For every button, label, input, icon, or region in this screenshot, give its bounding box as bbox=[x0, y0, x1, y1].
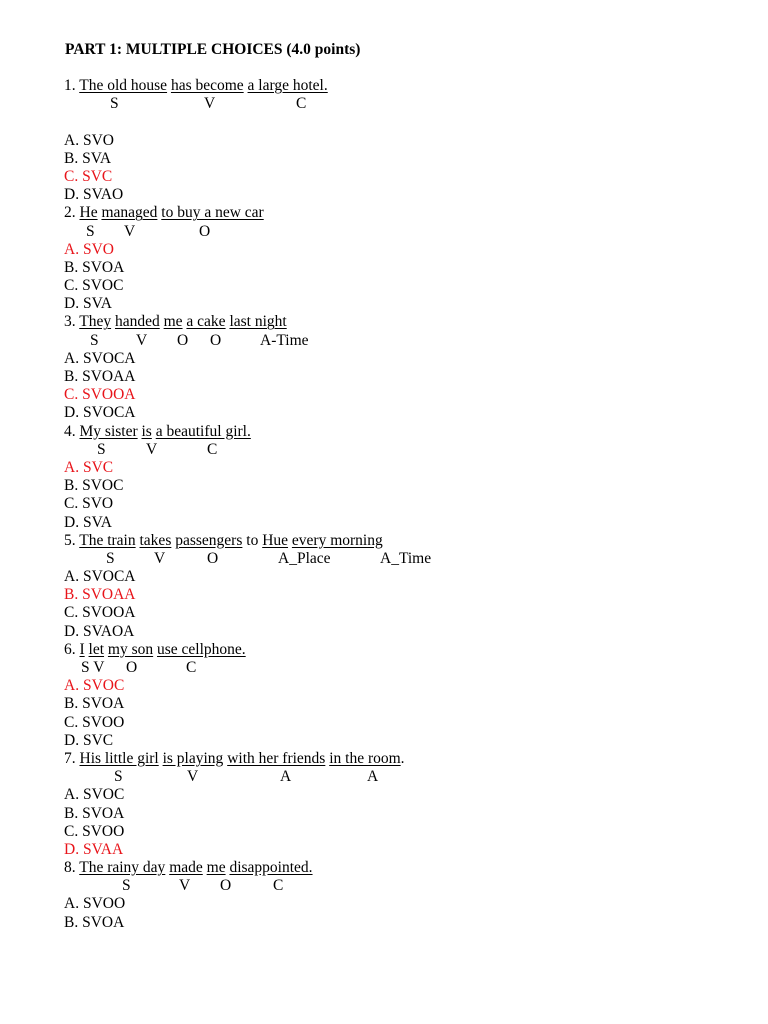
answer-option: D. SVAO bbox=[64, 186, 124, 204]
constituent-label: S bbox=[114, 768, 123, 786]
constituent-label: V bbox=[154, 549, 166, 567]
constituent-label: V bbox=[146, 440, 158, 458]
answer-option: A. SVOC bbox=[64, 786, 125, 804]
constituent-label: A bbox=[367, 768, 379, 786]
question-list bbox=[64, 77, 754, 932]
answer-option: D. SVAOA bbox=[64, 622, 135, 640]
question-4 bbox=[64, 423, 754, 532]
answer-option: A. SVO bbox=[64, 131, 114, 149]
question-sentence bbox=[64, 532, 754, 550]
answer-option-correct: B. SVOAA bbox=[64, 586, 136, 604]
sentence-constituent: He bbox=[79, 204, 98, 222]
question-sentence bbox=[64, 750, 754, 768]
constituent-label: S V bbox=[81, 659, 105, 676]
constituent-labels bbox=[64, 223, 754, 241]
sentence-constituent: disappointed. bbox=[229, 859, 313, 877]
constituent-labels bbox=[64, 550, 754, 568]
sentence-constituent: my son bbox=[107, 640, 154, 658]
constituent-label: C bbox=[296, 95, 307, 113]
sentence-constituent: The old house bbox=[79, 77, 168, 94]
constituent-labels bbox=[64, 768, 754, 786]
sentence-constituent: My sister bbox=[79, 422, 138, 440]
answer-option-correct: A. SVOC bbox=[64, 677, 125, 695]
answer-option: B. SVOA bbox=[64, 258, 125, 276]
answer-option-correct: C. SVC bbox=[64, 167, 113, 185]
answer-option: D. SVC bbox=[64, 731, 114, 749]
constituent-label: V bbox=[204, 95, 216, 113]
constituent-label: V bbox=[179, 877, 191, 895]
sentence-constituent: is playing bbox=[162, 749, 224, 767]
sentence-constituent: is bbox=[141, 422, 152, 440]
constituent-label: S bbox=[97, 440, 106, 458]
sentence-constituent: me bbox=[163, 313, 183, 331]
sentence-constituent: me bbox=[206, 859, 226, 877]
question-number: 6. bbox=[64, 640, 76, 658]
constituent-label: O bbox=[199, 222, 211, 240]
constituent-label: C bbox=[273, 877, 284, 895]
question-6 bbox=[64, 641, 754, 750]
constituent-label: O bbox=[177, 331, 189, 349]
sentence-constituent: a beautiful girl. bbox=[155, 422, 251, 440]
question-sentence bbox=[64, 313, 754, 331]
sentence-constituent: The train bbox=[79, 531, 136, 549]
sentence-text: to bbox=[242, 531, 263, 549]
question-sentence bbox=[64, 641, 754, 659]
answer-option: C. SVOO bbox=[64, 822, 125, 840]
answer-option: B. SVOA bbox=[64, 804, 125, 822]
question-number: 5. bbox=[64, 531, 76, 549]
constituent-label: S bbox=[90, 331, 99, 349]
constituent-label: C bbox=[186, 659, 197, 676]
constituent-labels bbox=[64, 95, 754, 113]
part-title: PART 1: MULTIPLE CHOICES (4.0 points) bbox=[65, 41, 361, 58]
constituent-label: V bbox=[187, 768, 199, 786]
sentence-constituent: His little girl bbox=[79, 749, 159, 767]
answer-option: C. SVO bbox=[64, 495, 114, 513]
answer-option: A. SVOCA bbox=[64, 349, 136, 367]
answer-option: C. SVOOA bbox=[64, 604, 136, 622]
answer-option: D. SVA bbox=[64, 513, 112, 531]
constituent-labels bbox=[64, 441, 754, 459]
answer-option-correct: A. SVC bbox=[64, 458, 114, 476]
answer-option-correct: D. SVAA bbox=[64, 840, 124, 858]
question-sentence bbox=[64, 859, 754, 877]
answer-option: C. SVOC bbox=[64, 277, 124, 295]
answer-option: B. SVOC bbox=[64, 477, 124, 495]
sentence-constituent: handed bbox=[114, 313, 160, 331]
question-number: 8. bbox=[64, 859, 76, 877]
sentence-constituent: passengers bbox=[175, 531, 243, 549]
question-number: 4. bbox=[64, 422, 76, 440]
sentence-constituent: They bbox=[79, 313, 112, 331]
answer-option-correct: A. SVO bbox=[64, 240, 114, 258]
constituent-label: O bbox=[220, 877, 232, 895]
answer-option: D. SVOCA bbox=[64, 404, 136, 422]
constituent-label: S bbox=[122, 877, 131, 895]
answer-option: A. SVOCA bbox=[64, 568, 136, 586]
constituent-label: A_Place bbox=[278, 549, 331, 567]
constituent-labels bbox=[64, 659, 754, 677]
question-sentence bbox=[64, 77, 754, 95]
answer-option-correct: C. SVOOA bbox=[64, 386, 136, 404]
sentence-constituent: a large hotel. bbox=[247, 77, 328, 94]
constituent-label: A bbox=[280, 768, 292, 786]
constituent-label: V bbox=[136, 331, 148, 349]
question-sentence bbox=[64, 423, 754, 441]
sentence-constituent: a cake bbox=[186, 313, 226, 331]
constituent-label: O bbox=[126, 659, 138, 676]
constituent-labels bbox=[64, 332, 754, 350]
constituent-label: A_Time bbox=[380, 549, 432, 567]
question-2 bbox=[64, 204, 754, 313]
answer-option: B. SVOA bbox=[64, 695, 125, 713]
question-7 bbox=[64, 750, 754, 859]
question-number: 2. bbox=[64, 204, 76, 222]
answer-option: B. SVOAA bbox=[64, 368, 136, 385]
question-3 bbox=[64, 313, 754, 422]
sentence-constituent: The rainy day bbox=[79, 859, 166, 877]
sentence-constituent: I bbox=[79, 640, 85, 658]
constituent-label: O bbox=[207, 549, 219, 567]
question-number: 1. bbox=[64, 77, 76, 94]
question-5 bbox=[64, 532, 754, 641]
sentence-constituent: with her friends bbox=[227, 749, 326, 767]
constituent-labels bbox=[64, 877, 754, 895]
constituent-label: V bbox=[124, 222, 136, 240]
answer-option: D. SVA bbox=[64, 295, 112, 313]
question-1 bbox=[64, 77, 754, 204]
answer-option: C. SVOO bbox=[64, 713, 125, 731]
question-sentence bbox=[64, 204, 754, 222]
sentence-constituent: in the room bbox=[329, 749, 401, 767]
constituent-label: S bbox=[86, 222, 95, 240]
sentence-constituent: Hue bbox=[262, 531, 289, 549]
answer-option: A. SVOO bbox=[64, 895, 126, 913]
spacer bbox=[64, 113, 754, 131]
constituent-label: S bbox=[106, 549, 115, 567]
answer-option: B. SVA bbox=[64, 149, 112, 167]
constituent-label: S bbox=[110, 95, 119, 113]
constituent-label: C bbox=[207, 440, 218, 458]
sentence-constituent: to buy a new car bbox=[161, 204, 264, 222]
sentence-constituent: use cellphone. bbox=[157, 640, 246, 658]
sentence-constituent: made bbox=[169, 859, 203, 877]
sentence-constituent: every morning bbox=[291, 531, 383, 549]
constituent-label: A-Time bbox=[260, 331, 309, 349]
sentence-constituent: last night bbox=[229, 313, 287, 331]
sentence-constituent: let bbox=[88, 640, 105, 658]
constituent-label: O bbox=[210, 331, 222, 349]
sentence-constituent: takes bbox=[139, 531, 172, 549]
question-8 bbox=[64, 859, 754, 932]
sentence-constituent: has become bbox=[170, 77, 244, 94]
sentence-constituent: managed bbox=[101, 204, 158, 222]
answer-option: B. SVOA bbox=[64, 913, 125, 931]
sentence-text: . bbox=[400, 749, 405, 767]
question-number: 3. bbox=[64, 313, 76, 331]
question-number: 7. bbox=[64, 749, 76, 767]
